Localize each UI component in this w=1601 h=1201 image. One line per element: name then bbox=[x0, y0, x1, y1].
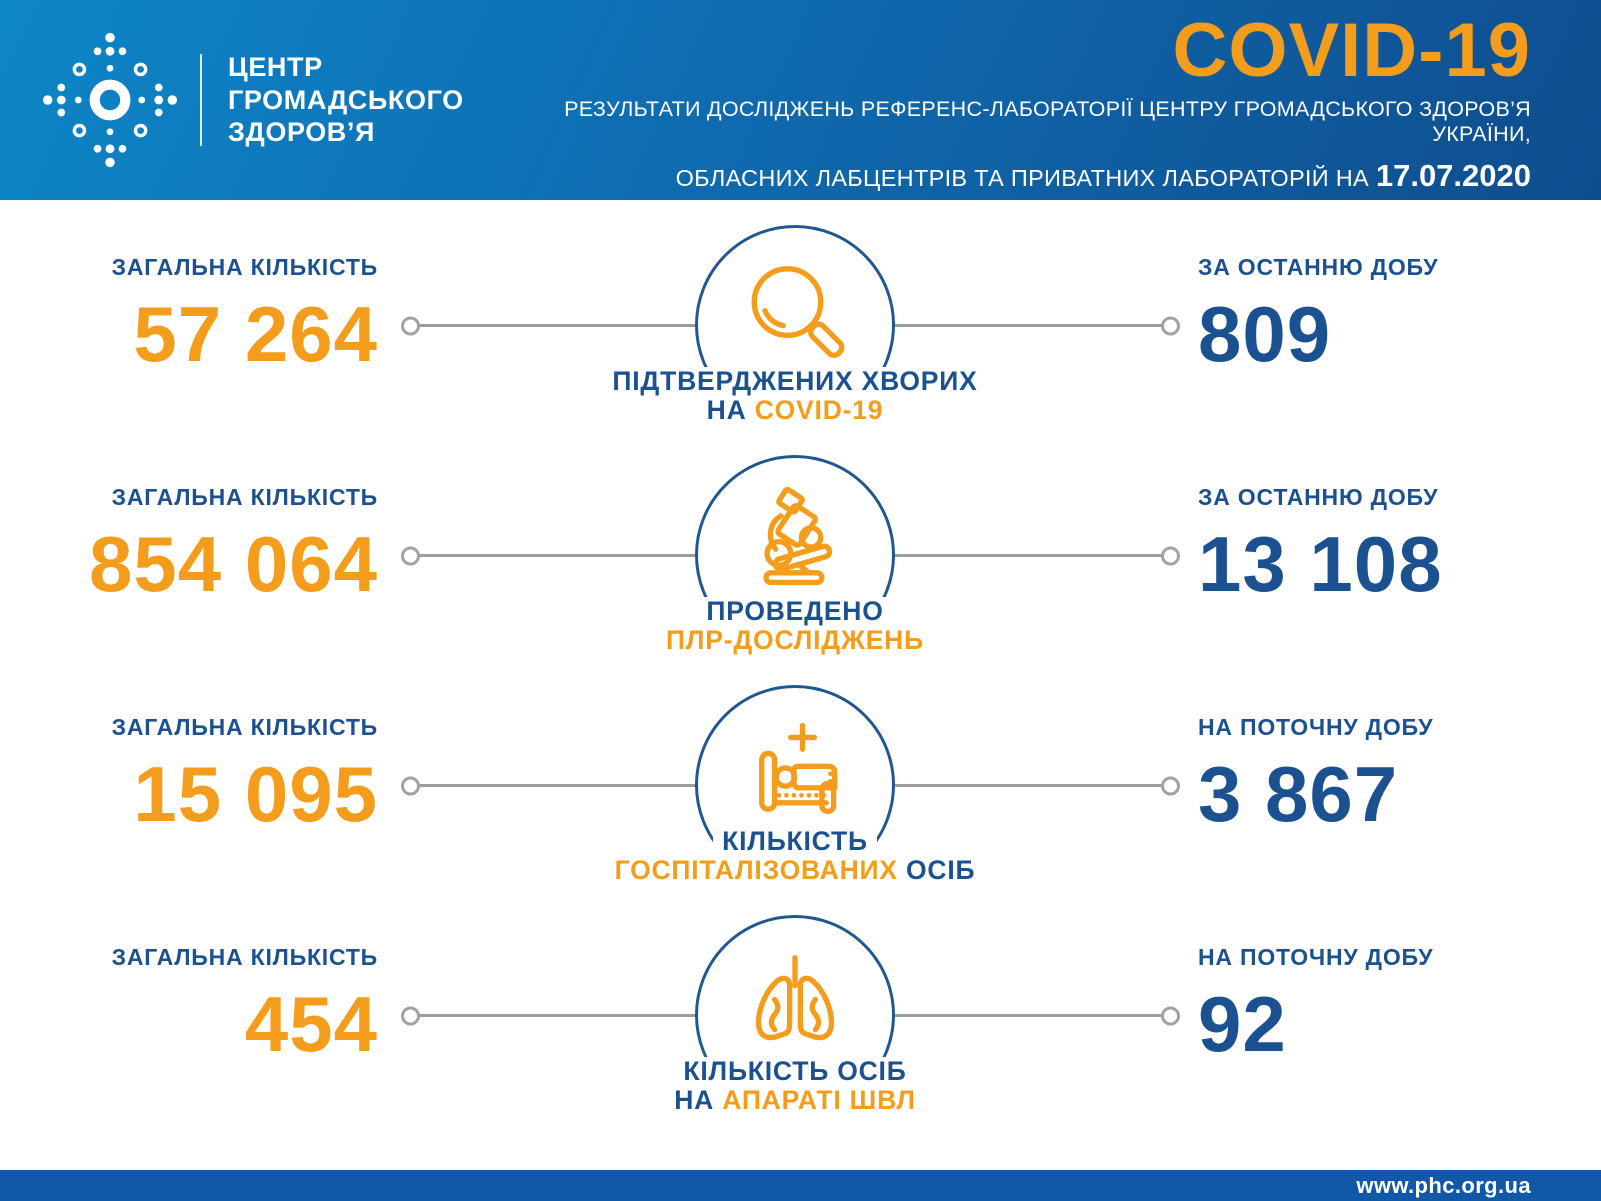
period-value: 92 bbox=[1198, 979, 1287, 1068]
page-title: COVID-19 bbox=[1172, 7, 1531, 93]
org-name-line: ЗДОРОВ’Я bbox=[228, 117, 376, 148]
row-pcr-tests bbox=[0, 440, 1601, 670]
total-label: ЗАГАЛЬНА КІЛЬКІСТЬ bbox=[111, 253, 378, 280]
caption-line2 bbox=[665, 1086, 925, 1115]
total-value: 854 064 bbox=[89, 519, 378, 608]
caption-line2-prefix: НА bbox=[674, 1085, 723, 1115]
caption-line2-main: ГОСПІТАЛІЗОВАНИХ bbox=[614, 855, 898, 885]
brand-divider bbox=[200, 54, 202, 146]
caption-line2-main: АПАРАТІ ШВЛ bbox=[722, 1085, 916, 1115]
brand-block bbox=[0, 32, 464, 168]
row-confirmed-cases bbox=[0, 210, 1601, 440]
period-value: 809 bbox=[1198, 289, 1332, 378]
total-block bbox=[0, 658, 378, 888]
period-label: НА ПОТОЧНУ ДОБУ bbox=[1198, 713, 1434, 740]
total-label: ЗАГАЛЬНА КІЛЬКІСТЬ bbox=[111, 713, 378, 740]
period-label: ЗА ОСТАННЮ ДОБУ bbox=[1198, 253, 1439, 280]
org-name-line: ГРОМАДСЬКОГО bbox=[228, 84, 464, 115]
caption-line2-main: ПЛР-ДОСЛІДЖЕНЬ bbox=[666, 625, 924, 655]
period-block bbox=[1198, 198, 1438, 428]
period-label: ЗА ОСТАННЮ ДОБУ bbox=[1198, 483, 1439, 510]
total-label: ЗАГАЛЬНА КІЛЬКІСТЬ bbox=[111, 943, 378, 970]
footer-bar bbox=[0, 1170, 1601, 1201]
caption-line1: КІЛЬКІСТЬ ОСІБ bbox=[674, 1057, 915, 1086]
circle-caption bbox=[475, 597, 1115, 655]
subtitle-line2 bbox=[464, 158, 1531, 194]
period-value: 13 108 bbox=[1198, 519, 1443, 608]
circle-caption bbox=[475, 827, 1115, 885]
total-value: 454 bbox=[244, 979, 378, 1068]
total-value: 15 095 bbox=[133, 749, 378, 838]
lungs-icon bbox=[736, 947, 854, 1065]
total-block bbox=[0, 198, 378, 428]
caption-line2 bbox=[657, 626, 933, 655]
row-ventilators bbox=[0, 900, 1601, 1130]
footer-url: www.phc.org.ua bbox=[1356, 1172, 1531, 1198]
org-name-line: ЦЕНТР bbox=[228, 51, 323, 82]
subtitle-line1: РЕЗУЛЬТАТИ ДОСЛІДЖЕНЬ РЕФЕРЕНС-ЛАБОРАТОРІЇ ЦЕНТРУ ГРОМАДСЬКОГО ЗДОРОВ’Я УКРАЇНИ, bbox=[564, 96, 1531, 146]
row-hospitalized bbox=[0, 670, 1601, 900]
phc-logo-icon bbox=[42, 32, 178, 168]
magnifier-icon bbox=[736, 257, 854, 375]
org-name bbox=[228, 51, 464, 150]
period-block bbox=[1198, 888, 1433, 1118]
header bbox=[0, 0, 1601, 200]
total-block bbox=[0, 428, 378, 658]
microscope-icon bbox=[736, 487, 854, 605]
period-block bbox=[1198, 658, 1433, 888]
period-label: НА ПОТОЧНУ ДОБУ bbox=[1198, 943, 1434, 970]
period-value: 3 867 bbox=[1198, 749, 1399, 838]
caption-line2 bbox=[606, 856, 985, 885]
caption-line2 bbox=[698, 396, 893, 425]
caption-line2-main: COVID-19 bbox=[754, 395, 884, 425]
header-right bbox=[464, 7, 1601, 194]
report-date: 17.07.2020 bbox=[1375, 157, 1531, 193]
caption-line1: ПРОВЕДЕНО bbox=[697, 597, 892, 626]
total-label: ЗАГАЛЬНА КІЛЬКІСТЬ bbox=[111, 483, 378, 510]
total-value: 57 264 bbox=[133, 289, 378, 378]
total-block bbox=[0, 888, 378, 1118]
caption-line2-suffix: ОСІБ bbox=[897, 855, 976, 885]
circle-caption bbox=[475, 1057, 1115, 1115]
hospital-bed-icon bbox=[736, 717, 854, 835]
stats-rows bbox=[0, 200, 1601, 1130]
caption-line1: ПІДТВЕРДЖЕНИХ ХВОРИХ bbox=[603, 367, 986, 396]
caption-line2-prefix: НА bbox=[706, 395, 755, 425]
subtitle-line2-text: ОБЛАСНИХ ЛАБЦЕНТРІВ ТА ПРИВАТНИХ ЛАБОРАТОРІЙ НА bbox=[675, 164, 1376, 191]
caption-line1: КІЛЬКІСТЬ bbox=[713, 827, 877, 856]
period-block bbox=[1198, 428, 1443, 658]
circle-caption bbox=[475, 367, 1115, 425]
